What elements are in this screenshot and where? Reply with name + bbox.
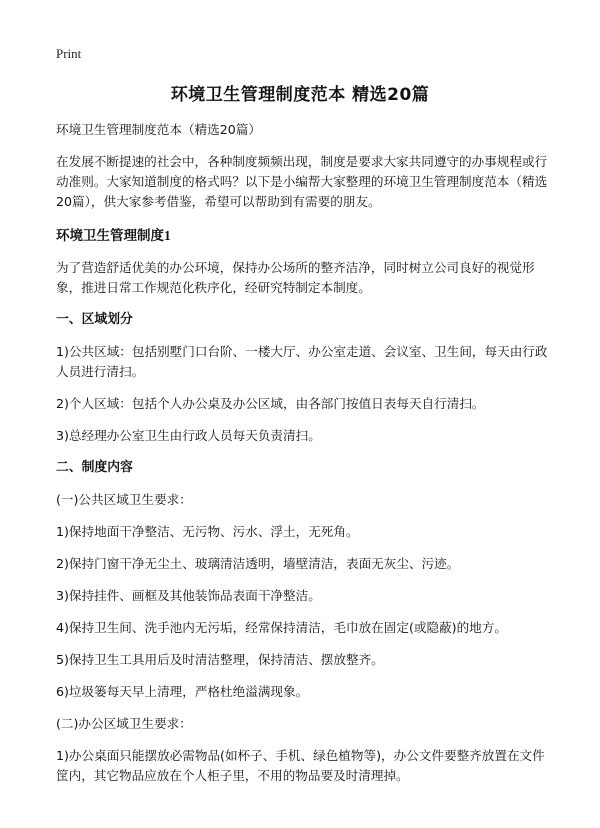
document-subtitle: 环境卫生管理制度范本（精选20篇） [56,122,261,137]
public-item: 2)保持门窗干净无尘土、玻璃清洁透明，墙壁清洁，表面无灰尘、污迹。 [56,556,460,571]
print-label: Print [56,46,82,61]
public-item: 1)保持地面干净整洁、无污物、污水、浮土，无死角。 [56,524,359,539]
area-item: 1)公共区域：包括别墅门口台阶、一楼大厅、办公室走道、会议室、卫生间，每天由行政人员进行清扫。 [56,344,548,379]
intro-paragraph: 在发展不断提速的社会中，各种制度频频出现，制度是要求大家共同遵守的办事规程或行动准则。大家知道制度的格式吗？以下是小编帮大家整理的环境卫生管理制度范本（精选20篇），供大家参考借鉴，希望可以帮助到有需要的朋友。 [56,154,548,209]
office-requirements-heading: (二)办公区域卫生要求： [56,716,192,731]
public-item: 5)保持卫生工具用后及时清洁整理，保持清洁、摆放整齐。 [56,652,384,667]
section-heading: 环境卫生管理制度1 [56,228,171,243]
office-item: 1)办公桌面只能摆放必需物品(如杯子、手机、绿色植物等)，办公文件要整齐放置在文件筐内，其它物品应放在个人柜子里，不用的物品要及时清理掉。 [56,748,545,783]
section-intro-paragraph: 为了营造舒适优美的办公环境，保持办公场所的整齐洁净，同时树立公司良好的视觉形象，推进日常工作规范化秩序化，经研究特制定本制度。 [56,260,535,295]
content-heading: 二、制度内容 [56,460,133,475]
public-item: 3)保持挂件、画框及其他装饰品表面干净整洁。 [56,588,321,603]
public-item: 4)保持卫生间、洗手池内无污垢，经常保持清洁，毛巾放在固定(或隐蔽)的地方。 [56,620,507,635]
public-requirements-heading: (一)公共区域卫生要求： [56,492,192,507]
document-body [56,120,548,786]
document-title: 环境卫生管理制度范本 精选20篇 [170,85,430,105]
area-item: 2)个人区域：包括个人办公桌及办公区域，由各部门按值日表每天自行清扫。 [56,396,485,411]
area-item: 3)总经理办公室卫生由行政人员每天负责清扫。 [56,428,321,443]
public-item: 6)垃圾篓每天早上清理，严格杜绝溢满现象。 [56,684,309,699]
area-heading: 一、区域划分 [56,312,133,327]
